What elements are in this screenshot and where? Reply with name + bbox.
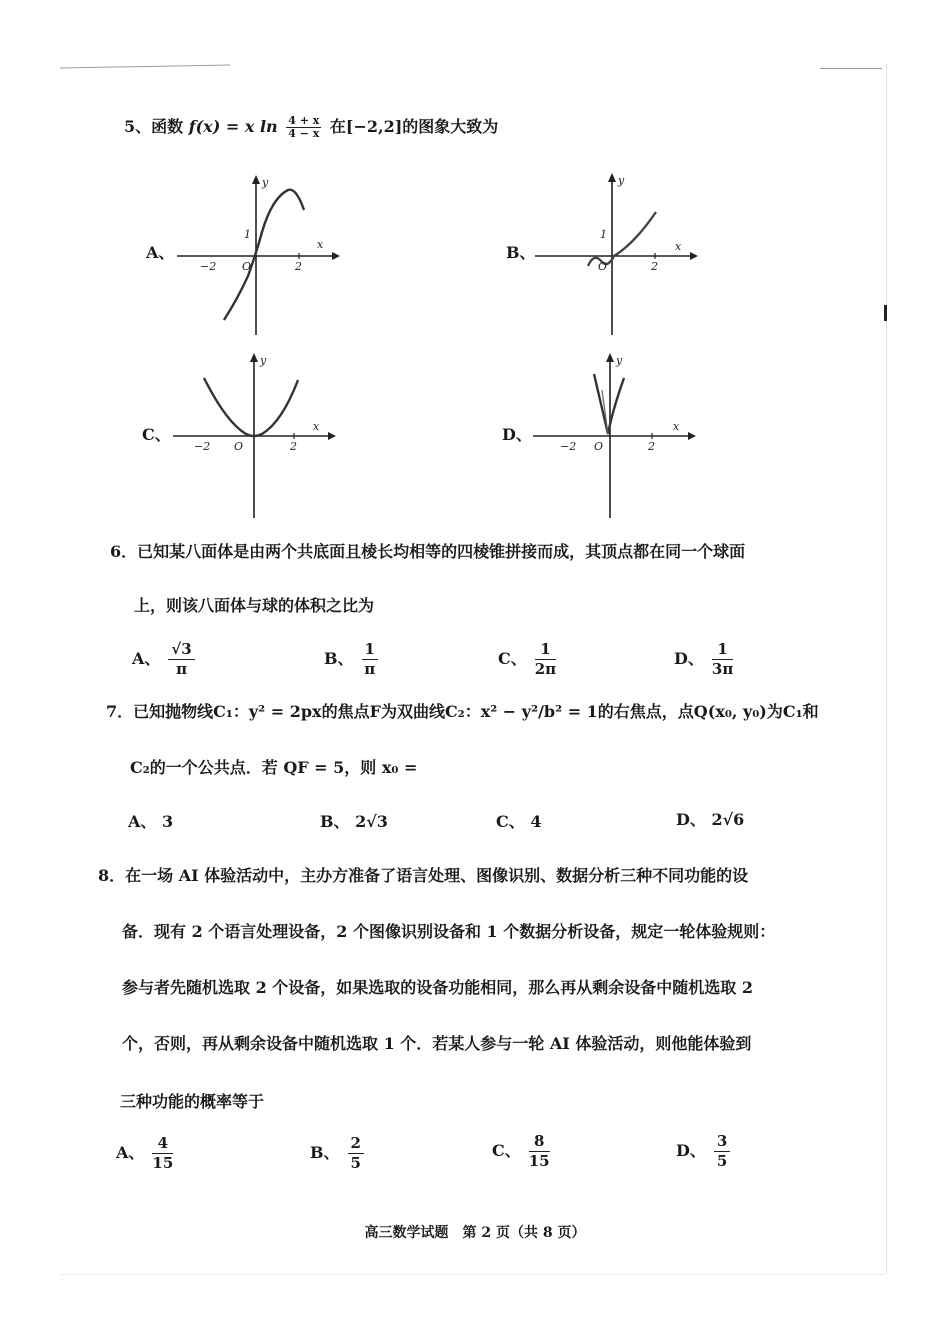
q6-c-letter: C、	[498, 649, 527, 668]
q5-d-x-label: x	[673, 420, 680, 433]
q6-b-fraction	[362, 642, 378, 677]
q8-option-d[interactable]	[676, 1134, 730, 1169]
q7-option-c[interactable]	[496, 814, 541, 830]
q5-a-x-label: x	[317, 238, 324, 251]
q5-c-tick-pos: 2	[290, 440, 297, 453]
curve-a	[224, 190, 304, 320]
q8-a-letter: A、	[116, 1143, 145, 1162]
q6-c-num: 1	[535, 642, 556, 660]
q7-option-d[interactable]	[676, 812, 744, 828]
q5-b-origin: O	[598, 260, 608, 273]
q8-d-fraction	[714, 1134, 730, 1169]
q6-d-letter: D、	[674, 649, 704, 668]
q6-d-den: 3π	[711, 660, 734, 678]
q8-line-3: 参与者先随机选取 2 个设备，如果选取的设备功能相同，那么再从剩余设备中随机选取 2	[122, 978, 753, 997]
q7-line-1: 7．已知抛物线C₁：y² = 2px的焦点F为双曲线C₂：x² − y²/b² = 1的右焦点，点Q(x₀, y₀)为C₁和	[106, 702, 819, 721]
q7-option-b[interactable]	[320, 814, 388, 830]
q5-b-x-label: x	[675, 240, 682, 253]
q5-b-y-label: y	[618, 174, 625, 187]
q6-b-den: π	[364, 660, 376, 678]
q8-line-2: 备．现有 2 个语言处理设备，2 个图像识别设备和 1 个数据分析设备，规定一轮体验规则：	[122, 922, 776, 941]
scan-edge-right	[886, 64, 887, 1274]
q5-a-tick-pos: 2	[295, 260, 302, 273]
curve-c	[204, 378, 298, 436]
q8-option-c[interactable]	[492, 1134, 550, 1169]
q8-line-5: 三种功能的概率等于	[120, 1092, 265, 1111]
q6-option-b[interactable]	[324, 642, 378, 677]
q8-c-den: 15	[528, 1152, 550, 1170]
q6-option-d[interactable]	[674, 642, 733, 677]
q7-a-value: 3	[162, 812, 174, 831]
q5-pre: 5、函数	[124, 117, 184, 137]
q6-d-num: 1	[712, 642, 733, 660]
q5-log-fraction	[286, 115, 321, 140]
q8-c-num: 8	[529, 1134, 550, 1152]
q5-option-d-label[interactable]: D、	[502, 425, 532, 444]
q8-option-b[interactable]	[310, 1136, 364, 1171]
q8-b-num: 2	[348, 1136, 364, 1154]
curve-b	[588, 212, 656, 266]
q8-d-den: 5	[716, 1152, 728, 1170]
question-5-stem	[124, 115, 498, 140]
q5-graph-d[interactable]	[528, 350, 698, 520]
q8-c-letter: C、	[492, 1141, 521, 1160]
q8-b-fraction	[348, 1136, 364, 1171]
q7-b-value: 2√3	[355, 812, 388, 831]
q5-d-tick-neg: −2	[560, 440, 577, 453]
q8-a-fraction	[152, 1136, 173, 1171]
q7-d-letter: D、	[676, 810, 706, 829]
q6-option-a[interactable]	[132, 642, 195, 677]
scan-edge-top-left	[60, 65, 230, 69]
page-footer: 高三数学试题 第 2 页（共 8 页）	[364, 1225, 586, 1241]
q6-c-den: 2π	[534, 660, 557, 678]
q7-c-value: 4	[530, 812, 542, 831]
q7-option-a[interactable]	[128, 814, 173, 830]
q8-b-den: 5	[350, 1154, 361, 1172]
q5-a-origin: O	[242, 260, 252, 273]
q8-option-a[interactable]	[116, 1136, 173, 1171]
q5-graph-b[interactable]	[530, 170, 700, 340]
x-axis-arrow	[328, 432, 336, 440]
q5-d-tick-pos: 2	[648, 440, 655, 453]
q8-d-num: 3	[714, 1134, 730, 1152]
q6-line-2: 上，则该八面体与球的体积之比为	[134, 596, 375, 615]
q8-line-1: 8．在一场 AI 体验活动中，主办方准备了语言处理、图像识别、数据分析三种不同功能的设	[98, 866, 749, 885]
q6-b-num: 1	[362, 642, 378, 660]
curve-d	[594, 374, 624, 434]
scan-edge-bottom	[60, 1274, 886, 1275]
q5-a-y-label: y	[262, 176, 269, 189]
q7-c-letter: C、	[496, 812, 525, 831]
q5-option-c-label[interactable]: C、	[142, 425, 171, 444]
q5-c-y-label: y	[260, 354, 267, 367]
q5-frac-num: 4 + x	[288, 114, 320, 127]
q5-b-tick-pos: 2	[651, 260, 658, 273]
q5-option-a-label[interactable]: A、	[146, 243, 175, 262]
q7-d-value: 2√6	[711, 810, 745, 829]
q5-b-tick-y: 1	[600, 228, 607, 241]
q5-graph-a[interactable]	[172, 170, 342, 340]
q7-a-letter: A、	[128, 812, 157, 831]
q7-line-2: C₂的一个公共点．若 QF = 5，则 x₀ =	[130, 758, 418, 777]
q6-a-num: √3	[168, 642, 194, 660]
q6-d-fraction	[712, 642, 733, 677]
x-axis-arrow	[688, 432, 696, 440]
x-axis-arrow	[690, 252, 698, 260]
q6-line-1: 6．已知某八面体是由两个共底面且棱长均相等的四棱锥拼接而成，其顶点都在同一个球面	[110, 542, 746, 561]
q8-b-letter: B、	[310, 1143, 340, 1162]
q6-a-letter: A、	[132, 649, 161, 668]
q8-c-fraction	[529, 1134, 550, 1169]
q5-c-x-label: x	[313, 420, 320, 433]
q7-b-letter: B、	[320, 812, 350, 831]
q6-a-fraction	[168, 642, 194, 677]
q5-c-origin: O	[234, 440, 244, 453]
y-axis-arrow	[252, 175, 260, 184]
q5-graph-c[interactable]	[168, 350, 338, 520]
q5-option-b-label[interactable]: B、	[506, 243, 536, 262]
q6-a-den: π	[176, 660, 188, 678]
x-axis-arrow	[332, 252, 340, 260]
q5-a-tick-y: 1	[244, 228, 251, 241]
q5-post: 在[−2,2]的图象大致为	[329, 117, 499, 137]
q8-a-den: 15	[152, 1154, 174, 1172]
q8-line-4: 个，否则，再从剩余设备中随机选取 1 个．若某人参与一轮 AI 体验活动，则他能体验到	[122, 1034, 752, 1053]
q5-d-y-label: y	[616, 354, 623, 367]
q6-option-c[interactable]	[498, 642, 556, 677]
scan-edge-top-right	[820, 68, 882, 69]
q5-d-origin: O	[594, 440, 604, 453]
q5-a-tick-neg: −2	[200, 260, 217, 273]
q5-c-tick-neg: −2	[194, 440, 211, 453]
q6-b-letter: B、	[324, 649, 354, 668]
q8-d-letter: D、	[676, 1141, 706, 1160]
q8-a-num: 4	[152, 1136, 173, 1154]
q6-c-fraction	[535, 642, 556, 677]
q5-func-lhs: f(x) = x ln	[188, 117, 278, 137]
q5-frac-den: 4 − x	[288, 127, 320, 141]
y-axis-arrow	[250, 353, 258, 362]
y-axis-arrow	[606, 353, 614, 362]
y-axis-arrow	[608, 173, 616, 182]
scan-edge-mark	[884, 305, 887, 321]
